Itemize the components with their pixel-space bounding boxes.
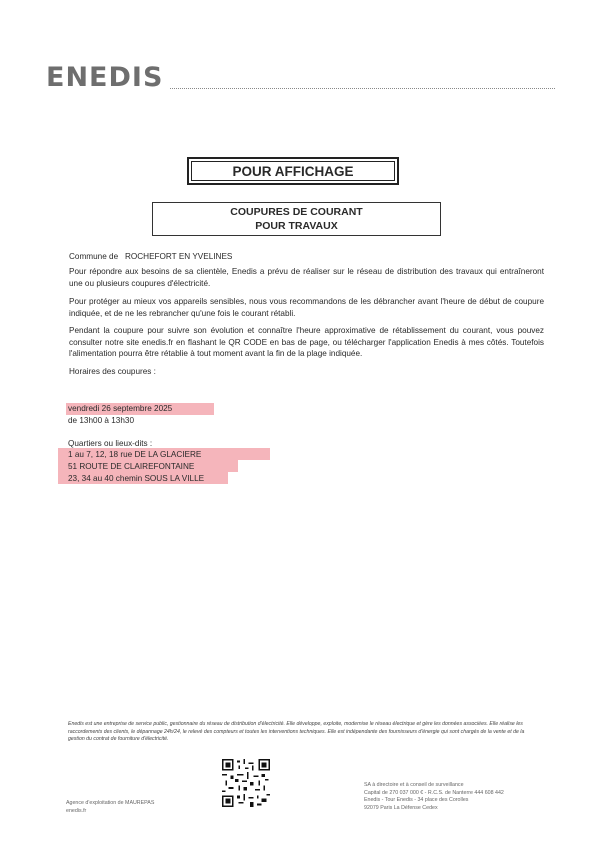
- pour-affichage-title: POUR AFFICHAGE: [232, 163, 354, 179]
- footer-mission: Enedis est une entreprise de service public, gestionnaire du réseau de distribution d'électricité. Elle développe, exploite, modernise le réseau électrique et gère les données associées. Elle réalise les raccordements des clients, le dépannage 24h/24, le relevé des compteurs et toutes les interventions techniques. Elle est indépendante des fournisseurs d'énergie qui sont chargés de la vente et de la gestion du contrat de fourniture d'électricité.: [68, 721, 525, 742]
- address-item: 51 ROUTE DE CLAIREFONTAINE: [68, 462, 195, 471]
- paragraph-protection: Pour protéger au mieux vos appareils sensibles, nous vous recommandons de les débrancher avant l'heure de début de coupure indiquée, et de ne les rebrancher qu'une fois le courant rétabli.: [69, 297, 544, 318]
- footer-left-block: [66, 800, 154, 815]
- coupures-title-line1: COUPURES DE COURANT: [230, 206, 363, 218]
- coupures-title-box: [152, 202, 441, 236]
- enedis-logo: ENEDIS: [46, 62, 164, 93]
- horaires-label: Horaires des coupures :: [69, 367, 156, 376]
- legal-line: 92079 Paris La Défense Cedex: [364, 804, 438, 811]
- coupure-hours: de 13h00 à 13h30: [68, 416, 135, 425]
- legal-line: SA à directoire et à conseil de surveillance: [364, 782, 464, 788]
- paragraph-intro: Pour répondre aux besoins de sa clientèle, Enedis a prévu de réaliser sur le réseau de distribution des travaux qui entraîneront une ou plusieurs coupures d'électricité.: [69, 267, 544, 288]
- footer-legal-block: [364, 782, 504, 812]
- address-item: 23, 34 au 40 chemin SOUS LA VILLE: [68, 474, 205, 483]
- legal-line: Enedis - Tour Enedis - 34 place des Corolles: [364, 797, 469, 803]
- qr-code-icon[interactable]: [222, 759, 270, 807]
- quartiers-label: Quartiers ou lieux-dits :: [68, 439, 153, 448]
- agency-website[interactable]: enedis.fr: [66, 807, 87, 814]
- coupures-title-line2: POUR TRAVAUX: [255, 220, 338, 232]
- header-rule: [170, 88, 555, 89]
- address-item: 1 au 7, 12, 18 rue DE LA GLACIERE: [68, 450, 202, 459]
- commune-label: Commune de: [69, 252, 119, 261]
- coupure-date: vendredi 26 septembre 2025: [68, 404, 173, 413]
- pour-affichage-box: [187, 157, 399, 185]
- commune-name: ROCHEFORT EN YVELINES: [124, 252, 233, 261]
- paragraph-suivi: Pendant la coupure pour suivre son évolution et connaître l'heure approximative de rétablissement du courant, vous pouvez consulter notre site enedis.fr en flashant le QR CODE en bas de page, ou télécharger l'application Enedis à mes côtés. Toutefois l'alimentation pourra être rétablie à tout moment avant la fin de la plage indiquée.: [69, 326, 544, 358]
- commune-line: [69, 251, 544, 263]
- agency-name: Agence d'exploitation de MAUREPAS: [66, 800, 155, 806]
- legal-line: Capital de 270 037 000 € - R.C.S. de Nanterre 444 608 442: [364, 789, 504, 796]
